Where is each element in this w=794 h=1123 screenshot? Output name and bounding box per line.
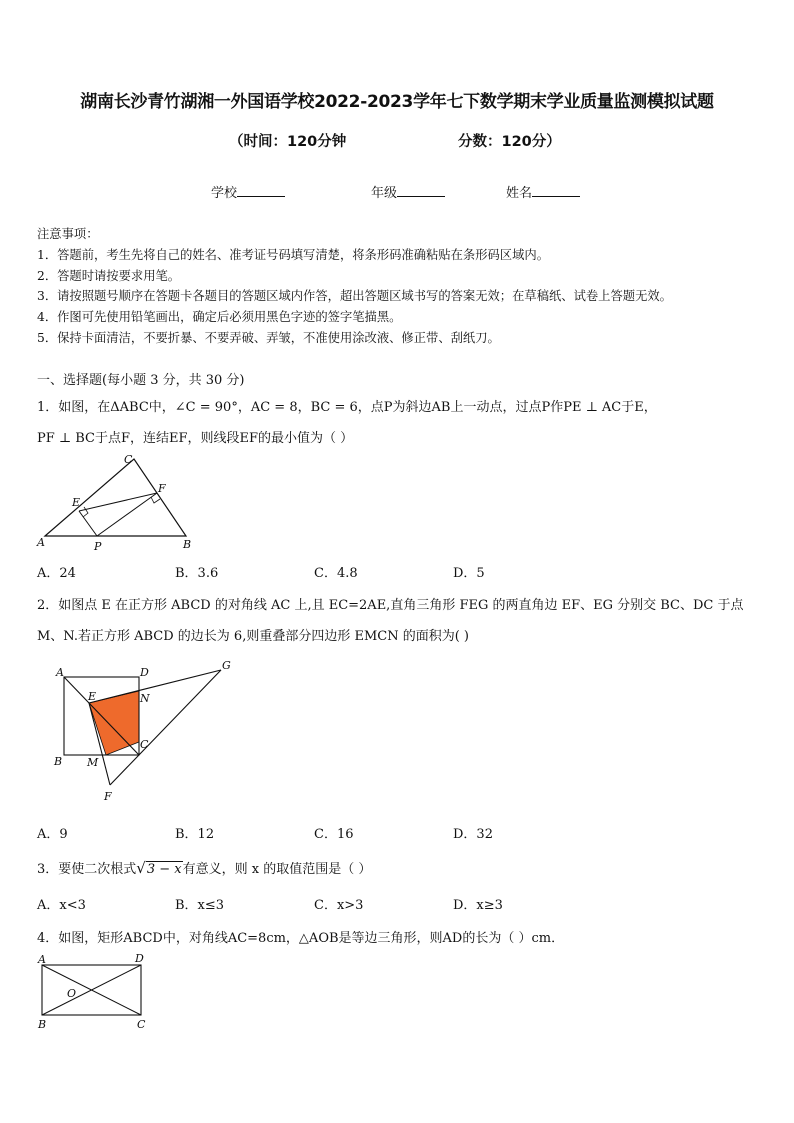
q4-figure bbox=[34, 950, 159, 1034]
q2-option-a[interactable]: A．9 bbox=[37, 827, 68, 842]
school-label: 学校 bbox=[211, 186, 238, 201]
q3-option-d[interactable]: D．x≥3 bbox=[453, 898, 503, 913]
label-e: E bbox=[72, 496, 81, 509]
q4-line: 4．如图，矩形ABCD中，对角线AC=8cm，△AOB是等边三角形，则AD的长为（ ）cm． bbox=[37, 931, 565, 946]
note-item: 3．请按照题号顺序在答题卡各题目的答题区域内作答，超出答题区域书写的答案无效；在草稿纸、试卷上答题无效。 bbox=[37, 289, 672, 304]
q1-line2: PF ⊥ BC于点F，连结EF，则线段EF的最小值为（ ） bbox=[37, 431, 354, 446]
note-item: 1．答题前，考生先将自己的姓名、准考证号码填写清楚，将条形码准确粘贴在条形码区域内。 bbox=[37, 247, 549, 262]
label-d: D bbox=[135, 952, 144, 965]
label-m: M bbox=[87, 756, 99, 769]
score-text: 分数：120分） bbox=[458, 134, 561, 150]
sqrt-symbol: √ bbox=[136, 859, 146, 877]
q1-option-c[interactable]: C．4.8 bbox=[314, 566, 358, 581]
label-a: A bbox=[37, 536, 45, 549]
note-item: 4．作图可先使用铅笔画出，确定后必须用黑色字迹的签字笔描黑。 bbox=[37, 310, 402, 325]
q3-option-a[interactable]: A．x<3 bbox=[37, 898, 86, 913]
label-e: E bbox=[88, 690, 97, 703]
label-n: N bbox=[140, 692, 150, 705]
label-b: B bbox=[183, 538, 192, 551]
name-label: 姓名 bbox=[506, 186, 533, 201]
q2-line2: M、N.若正方形 ABCD 的边长为 6,则重叠部分四边形 EMCN 的面积为( ) bbox=[37, 629, 470, 644]
q1-figure bbox=[34, 448, 204, 552]
q3-radicand: 3 − x bbox=[146, 862, 182, 877]
grade-blank[interactable] bbox=[397, 184, 445, 197]
note-item: 2．答题时请按要求用笔。 bbox=[37, 268, 181, 283]
page-title: 湖南长沙青竹湖湘一外国语学校2022-2023学年七下数学期末学业质量监测模拟试题 bbox=[80, 92, 714, 112]
label-b: B bbox=[38, 1018, 47, 1031]
q1-option-d[interactable]: D．5 bbox=[453, 566, 485, 581]
label-c: C bbox=[137, 1018, 146, 1031]
q1-option-a[interactable]: A．24 bbox=[37, 566, 76, 581]
label-c: C bbox=[124, 453, 133, 466]
q2-option-c[interactable]: C．16 bbox=[314, 827, 354, 842]
note-item: 5．保持卡面清洁，不要折暴、不要弄破、弄皱，不准使用涂改液、修正带、刮纸刀。 bbox=[37, 330, 500, 345]
notes-block bbox=[37, 224, 672, 349]
school-blank[interactable] bbox=[237, 184, 285, 197]
name-blank[interactable] bbox=[532, 184, 580, 197]
q3-text-post: 有意义，则 x 的取值范围是（ ） bbox=[182, 862, 372, 877]
q1-line1: 1．如图，在ΔABC中，∠C = 90°，AC = 8，BC = 6，点P为斜边AB上一动点，过点P作PE ⊥ AC于E， bbox=[37, 400, 657, 415]
q2-option-b[interactable]: B．12 bbox=[175, 827, 215, 842]
label-d: D bbox=[140, 666, 149, 679]
label-o: O bbox=[67, 987, 77, 1000]
grade-field bbox=[371, 182, 445, 201]
q3-option-b[interactable]: B．x≤3 bbox=[175, 898, 225, 913]
label-b: B bbox=[54, 755, 63, 768]
label-a: A bbox=[38, 953, 46, 966]
q2-option-d[interactable]: D．32 bbox=[453, 827, 493, 842]
notes-heading: 注意事项： bbox=[37, 227, 99, 241]
q3-option-c[interactable]: C．x>3 bbox=[314, 898, 364, 913]
name-field bbox=[506, 182, 580, 201]
label-c: C bbox=[140, 738, 149, 751]
q2-line1: 2．如图点 E 在正方形 ABCD 的对角线 AC 上,且 EC=2AE,直角三角形 FEG 的两直角边 EF、EG 分别交 BC、DC 于点 bbox=[37, 598, 744, 613]
q3-line bbox=[37, 858, 371, 877]
label-p: P bbox=[94, 540, 102, 552]
label-f: F bbox=[104, 790, 112, 803]
label-a: A bbox=[56, 666, 64, 679]
school-field bbox=[211, 182, 285, 201]
q2-figure bbox=[50, 655, 240, 805]
label-g: G bbox=[222, 659, 231, 672]
section-heading: 一、选择题(每小题 3 分，共 30 分) bbox=[37, 373, 245, 388]
q1-option-b[interactable]: B．3.6 bbox=[175, 566, 219, 581]
time-text: （时间：120分钟 bbox=[229, 134, 347, 150]
q3-text-pre: 3．要使二次根式 bbox=[37, 862, 137, 877]
label-f: F bbox=[158, 482, 166, 495]
grade-label: 年级 bbox=[371, 186, 398, 201]
